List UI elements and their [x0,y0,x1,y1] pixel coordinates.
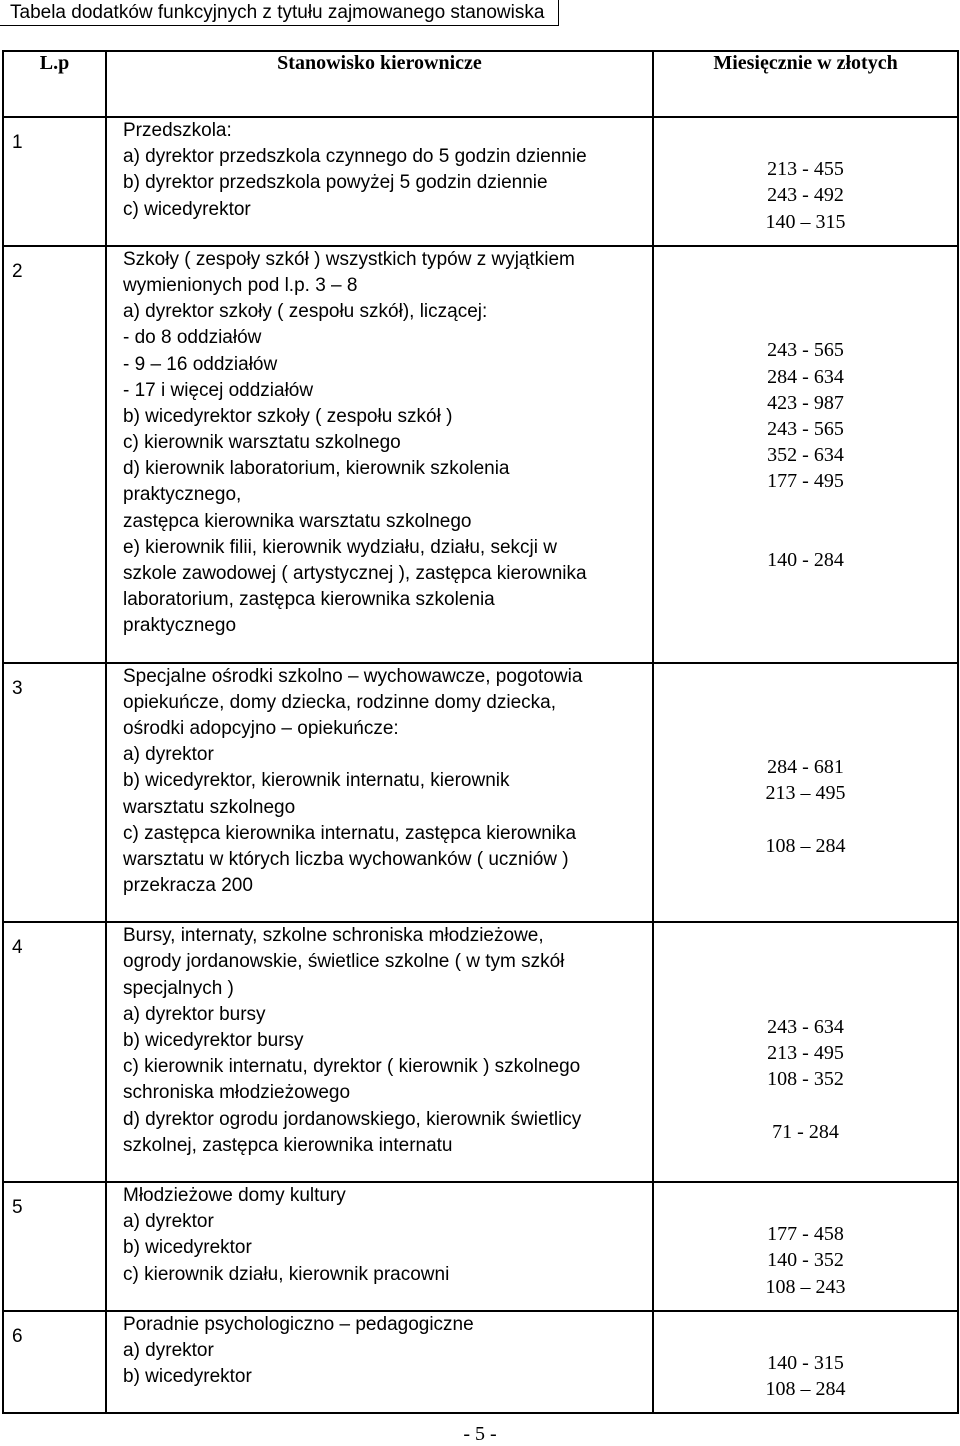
row-number-text: 6 [12,1325,23,1347]
position-line: Przedszkola: [123,120,232,141]
page-number: - 5 - [463,1423,497,1445]
row-number-text: 1 [12,132,23,153]
position-line: - do 8 oddziałów [123,327,262,349]
position-line: b) wicedyrektor [123,1366,252,1388]
amount-value: 108 – 284 [765,1378,846,1401]
amount-cell [653,663,958,923]
position-line: ośrodki adopcyjno – opiekuńcze: [123,717,399,739]
position-line: c) wicedyrektor [123,198,251,220]
row-number [3,117,106,246]
position-line: opiekuńcze, domy dziecka, rodzinne domy dziecka, [123,691,557,713]
position-line: e) kierownik filii, kierownik wydziału, działu, sekcji w [123,536,557,558]
row-number [3,922,106,1182]
amount-value [654,259,957,285]
position-line: warsztatu szkolnego [123,796,296,818]
amount-value [654,1092,957,1118]
position-line: - 17 i więcej oddziałów [123,379,314,401]
position-line: a) dyrektor szkoły ( zespołu szkół), liczącej: [123,301,488,323]
amount-cell [653,1311,958,1414]
amount-value [654,311,957,337]
table-row [3,1182,958,1311]
amount-value [654,1324,957,1350]
position-line: b) wicedyrektor szkoły ( zespołu szkół ) [123,405,453,427]
amount-value [654,676,957,702]
position-line: b) wicedyrektor [123,1237,252,1259]
header-monthly: Miesięcznie w złotych [653,51,958,117]
amount-value: 140 - 315 [767,1351,844,1374]
amount-value: 177 - 495 [767,470,844,493]
amount-value: 140 - 352 [767,1249,844,1272]
table-caption: Tabela dodatków funkcyjnych z tytułu zajmowanego stanowiska [0,0,559,26]
amount-value: 140 - 284 [767,548,844,571]
amount-value [654,1145,957,1171]
amount-value [654,935,957,961]
amount-value [654,1195,957,1221]
position-line: specjalnych ) [123,977,234,999]
amount-value: 243 - 565 [767,339,844,362]
amount-value: 71 - 284 [772,1120,839,1143]
row-number [3,663,106,923]
position-line: c) kierownik warsztatu szkolnego [123,432,401,454]
amount-cell [653,1182,958,1311]
table-row [3,922,958,1182]
amount-value: 213 - 495 [767,1042,844,1064]
position-line: - 9 – 16 oddziałów [123,353,278,375]
position-cell [106,117,653,246]
amount-value: 243 - 492 [767,184,844,207]
position-line: schroniska młodzieżowego [123,1082,351,1104]
position-line: ogrody jordanowskie, świetlice szkolne ( w tym szkół [123,951,565,973]
amount-value [654,573,957,599]
header-row [3,51,958,117]
amount-value [654,494,957,520]
position-line: c) zastępca kierownika internatu, zastępca kierownika [123,822,577,844]
amount-value: 243 - 565 [767,417,844,440]
amount-value: 284 - 634 [767,365,844,388]
position-line: d) kierownik laboratorium, kierownik szkolenia [123,458,510,480]
amount-value: 108 - 352 [767,1068,844,1091]
amount-value [654,521,957,547]
position-line: Specjalne ośrodki szkolno – wychowawcze, pogotowia [123,665,583,687]
amount-value: 284 - 681 [767,756,844,779]
position-line: c) kierownik internatu, dyrektor ( kierownik ) szkolnego [123,1056,581,1078]
amount-value [654,807,957,833]
table-row [3,246,958,663]
position-line: Młodzieżowe domy kultury [123,1184,346,1206]
position-line: przekracza 200 [123,875,253,897]
amount-cell [653,246,958,663]
amount-value [654,728,957,754]
position-line: laboratorium, zastępca kierownika szkolenia [123,589,495,611]
amount-value: 108 – 243 [765,1275,846,1298]
position-line: Bursy, internaty, szkolne schroniska młodzieżowe, [123,925,544,947]
position-line: a) dyrektor [123,744,214,766]
amount-value: 423 - 987 [767,391,844,414]
position-line: szkolnej, zastępca kierownika internatu [123,1134,453,1156]
row-number [3,1311,106,1414]
amount-cell [653,922,958,1182]
amount-value [654,859,957,885]
row-number-text: 3 [12,677,23,699]
position-line: d) dyrektor ogrodu jordanowskiego, kierownik świetlicy [123,1108,582,1130]
position-line: Poradnie psychologiczno – pedagogiczne [123,1313,474,1335]
amount-value [654,702,957,728]
header-lp: L.p [3,51,106,117]
amount-value: 213 – 495 [765,782,846,805]
position-cell [106,663,653,923]
position-line: a) dyrektor [123,1339,214,1361]
position-line: c) kierownik działu, kierownik pracowni [123,1263,450,1285]
amount-value [654,961,957,987]
amount-value: 243 - 634 [767,1015,844,1038]
amount-value: 213 - 455 [767,158,844,181]
amount-value [654,988,957,1014]
row-number-text: 4 [12,937,23,959]
amount-value [654,130,957,156]
position-line: wymienionych pod l.p. 3 – 8 [123,274,358,296]
position-line: a) dyrektor [123,1211,214,1233]
table-row [3,117,958,246]
position-line: b) wicedyrektor, kierownik internatu, kierownik [123,770,510,792]
position-line: a) dyrektor bursy [123,1003,266,1025]
position-cell [106,246,653,663]
position-line: zastępca kierownika warsztatu szkolnego [123,510,472,532]
row-number-text: 5 [12,1196,23,1218]
position-line: praktycznego, [123,484,242,506]
amount-value [654,885,957,911]
amount-value [654,285,957,311]
position-cell [106,1311,653,1414]
amount-value: 140 – 315 [765,210,846,233]
row-number-text: 2 [12,260,23,282]
header-position: Stanowisko kierownicze [106,51,653,117]
position-line: Szkoły ( zespoły szkół ) wszystkich typów z wyjątkiem [123,248,575,270]
table-row [3,663,958,923]
position-cell [106,922,653,1182]
position-cell [106,1182,653,1311]
position-line: b) dyrektor przedszkola powyżej 5 godzin dziennie [123,172,548,194]
position-line: praktycznego [123,615,237,637]
amount-value [654,625,957,651]
position-line: b) wicedyrektor bursy [123,1030,304,1051]
amount-value [654,599,957,625]
amount-value: 177 - 458 [767,1223,844,1246]
allowance-table [2,50,959,1414]
position-line: warsztatu w których liczba wychowanków ( uczniów ) [123,848,569,870]
position-line: a) dyrektor przedszkola czynnego do 5 godzin dziennie [123,146,587,168]
amount-cell [653,117,958,246]
row-number [3,1182,106,1311]
row-number [3,246,106,663]
amount-value: 352 - 634 [767,444,844,467]
amount-value: 108 – 284 [765,834,846,857]
position-line: szkole zawodowej ( artystycznej ), zastępca kierownika [123,563,587,584]
table-row [3,1311,958,1414]
